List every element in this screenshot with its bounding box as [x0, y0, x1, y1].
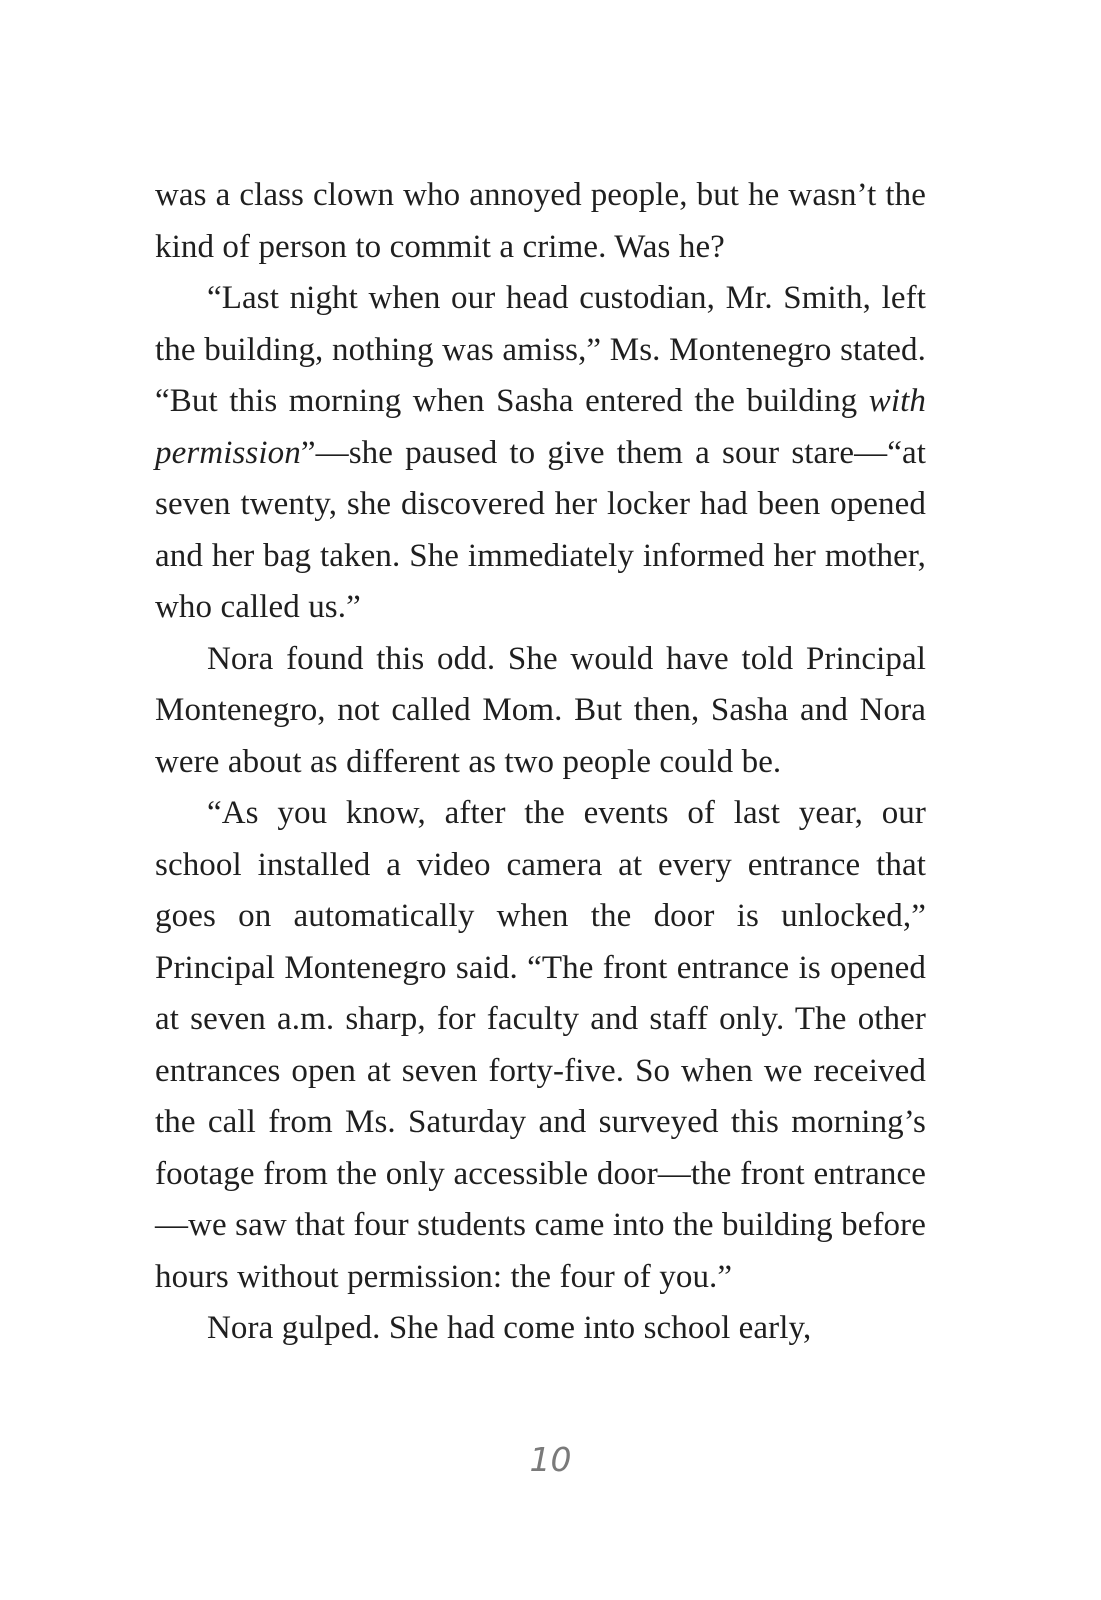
paragraph [155, 1303, 926, 1355]
text-run: “As you know, after the events of last year, our school installed a video camera at every entrance that goes on automatically when the door is unlocked,” Principal Montenegro said. “The front entrance is opened at seven a.m. sharp, for faculty and staff only. The other entrances open at seven forty-five. So when we received the call from Ms. Saturday and surveyed this morning’s footage from the only accessible door—the front entrance—we saw that four students came into the building before hours without permission: the four of you.” [155, 795, 926, 1295]
paragraph [155, 170, 926, 273]
page-number: 10 [529, 1440, 572, 1479]
italic-text: with permission [155, 383, 926, 471]
text-run: was a class clown who annoyed people, but he wasn’t the kind of person to commit a crime. Was he? [155, 177, 926, 265]
paragraph [155, 273, 926, 634]
paragraph [155, 788, 926, 1303]
paragraph [155, 634, 926, 789]
text-run: ”—she paused to give them a sour stare—“at seven twenty, she discovered her locker had been opened and her bag taken. She immediately informed her mother, who called us.” [155, 434, 926, 625]
body-text [155, 170, 926, 1355]
text-run: “Last night when our head custodian, Mr. Smith, left the building, nothing was amiss,” Ms. Montenegro stated. “But this morning when Sasha entered the building [155, 280, 926, 419]
text-run: Nora gulped. She had come into school early, [207, 1310, 812, 1346]
text-run: Nora found this odd. She would have told Principal Montenegro, not called Mom. But then, Sasha and Nora were about as different as two people could be. [155, 640, 926, 780]
